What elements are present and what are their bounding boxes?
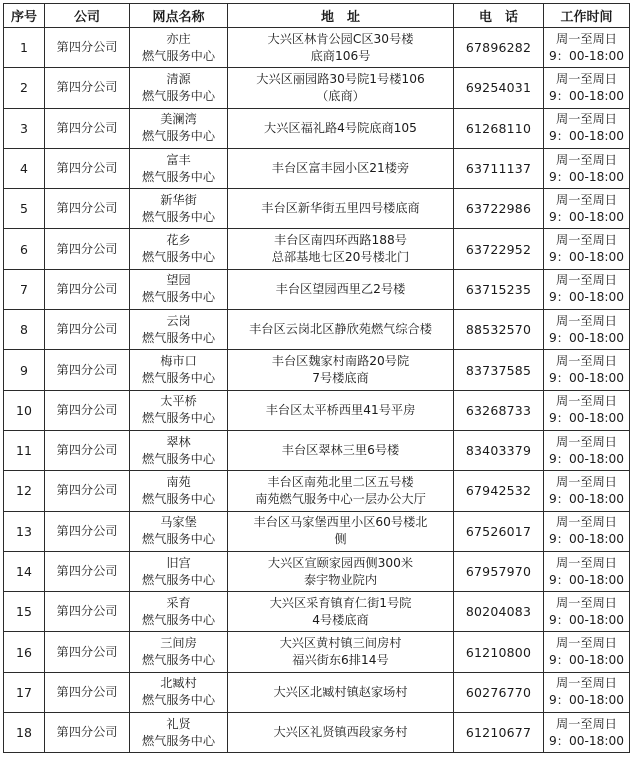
working-time-line: 9：00-18:00 [549, 169, 624, 184]
outlet-name-cell [130, 350, 228, 390]
address-cell [228, 108, 454, 148]
company-cell: 第四分公司 [45, 148, 130, 188]
address-line-1: 大兴区北臧村镇赵家场村 [273, 684, 408, 699]
outlet-name-cell [130, 632, 228, 672]
working-hours-cell [544, 68, 630, 108]
company-cell: 第四分公司 [45, 350, 130, 390]
working-days-line: 周一至周日 [556, 434, 617, 449]
working-time-line: 9：00-18:00 [549, 653, 624, 668]
index-cell: 12 [4, 471, 45, 511]
index-cell: 17 [4, 672, 45, 712]
phone-cell: 88532570 [454, 310, 544, 350]
address-line-1: 大兴区宣颐家园西侧300米 [267, 555, 414, 570]
header-address: 地 址 [228, 4, 454, 28]
outlet-name-line: 南苑 [166, 474, 191, 489]
working-hours-cell [544, 471, 630, 511]
company-cell: 第四分公司 [45, 68, 130, 108]
working-time-line: 9：00-18:00 [549, 451, 624, 466]
working-time-line: 9：00-18:00 [549, 250, 624, 265]
phone-cell: 63722952 [454, 229, 544, 269]
address-line-2: 泰宇物业院内 [303, 572, 378, 587]
phone-cell: 67526017 [454, 511, 544, 551]
outlet-type-line: 燃气服务中心 [141, 88, 216, 103]
outlet-type-line: 燃气服务中心 [141, 209, 216, 224]
outlet-name-cell [130, 68, 228, 108]
address-line-1: 大兴区林肯公园C区30号楼 [267, 31, 414, 46]
working-days-line: 周一至周日 [556, 192, 617, 207]
working-time-line: 9：00-18:00 [549, 572, 624, 587]
index-cell: 16 [4, 632, 45, 672]
company-cell: 第四分公司 [45, 269, 130, 309]
index-cell: 1 [4, 28, 45, 68]
phone-cell: 67957970 [454, 551, 544, 591]
working-hours-cell [544, 28, 630, 68]
outlet-type-line: 燃气服务中心 [141, 653, 216, 668]
company-cell: 第四分公司 [45, 471, 130, 511]
phone-cell: 67942532 [454, 471, 544, 511]
working-days-line: 周一至周日 [556, 716, 617, 731]
outlet-type-line: 燃气服务中心 [141, 129, 216, 144]
working-hours-cell [544, 713, 630, 753]
outlet-name-line: 梅市口 [160, 354, 197, 369]
address-cell [228, 229, 454, 269]
address-line-2: 7号楼底商 [312, 371, 369, 386]
header-phone: 电 话 [454, 4, 544, 28]
company-cell: 第四分公司 [45, 108, 130, 148]
outlet-type-line: 燃气服务中心 [141, 411, 216, 426]
address-cell [228, 390, 454, 430]
working-days-line: 周一至周日 [556, 31, 617, 46]
index-cell: 10 [4, 390, 45, 430]
working-days-line: 周一至周日 [556, 71, 617, 86]
table-row [4, 390, 630, 430]
outlet-name-line: 亦庄 [166, 31, 191, 46]
index-cell: 6 [4, 229, 45, 269]
working-hours-cell [544, 229, 630, 269]
table-row [4, 108, 630, 148]
working-hours-cell [544, 269, 630, 309]
phone-cell: 80204083 [454, 592, 544, 632]
phone-cell: 83403379 [454, 430, 544, 470]
address-cell [228, 148, 454, 188]
working-time-line: 9：00-18:00 [549, 88, 624, 103]
outlet-name-cell [130, 148, 228, 188]
outlet-name-cell [130, 713, 228, 753]
table-row [4, 148, 630, 188]
working-hours-cell [544, 148, 630, 188]
company-cell: 第四分公司 [45, 229, 130, 269]
index-cell: 9 [4, 350, 45, 390]
address-line-1: 大兴区黄村镇三间房村 [279, 636, 402, 651]
working-hours-cell [544, 632, 630, 672]
company-cell: 第四分公司 [45, 189, 130, 229]
working-time-line: 9：00-18:00 [549, 371, 624, 386]
working-days-line: 周一至周日 [556, 152, 617, 167]
address-line-1: 丰台区南四环西路188号 [274, 233, 407, 248]
outlet-name-line: 望园 [166, 273, 191, 288]
working-hours-cell [544, 310, 630, 350]
index-cell: 18 [4, 713, 45, 753]
phone-cell: 83737585 [454, 350, 544, 390]
address-line-1: 丰台区翠林三里6号楼 [281, 443, 400, 458]
outlet-name-line: 翠林 [166, 434, 191, 449]
table-row [4, 632, 630, 672]
address-cell [228, 68, 454, 108]
table-row [4, 511, 630, 551]
company-cell: 第四分公司 [45, 430, 130, 470]
header-index: 序号 [4, 4, 45, 28]
company-cell: 第四分公司 [45, 511, 130, 551]
outlet-type-line: 燃气服务中心 [141, 693, 216, 708]
working-days-line: 周一至周日 [556, 595, 617, 610]
outlet-name-line: 三间房 [160, 636, 197, 651]
address-line-1: 丰台区南苑北里二区五号楼 [267, 474, 414, 489]
table-row [4, 713, 630, 753]
address-line-2: 福兴街东6排14号 [292, 653, 389, 668]
address-line-2: 底商106号 [310, 48, 371, 63]
outlet-name-line: 太平桥 [160, 394, 197, 409]
address-cell [228, 350, 454, 390]
table-row [4, 672, 630, 712]
index-cell: 5 [4, 189, 45, 229]
outlet-name-line: 清源 [166, 71, 191, 86]
address-line-1: 丰台区望园西里乙2号楼 [275, 281, 406, 296]
address-line-1: 丰台区富丰园小区21楼旁 [271, 161, 410, 176]
address-line-2: 4号楼底商 [312, 612, 369, 627]
service-center-table [3, 3, 630, 753]
address-line-2: 南苑燃气服务中心一层办公大厅 [255, 491, 426, 506]
outlet-type-line: 燃气服务中心 [141, 532, 216, 547]
outlet-type-line: 燃气服务中心 [141, 330, 216, 345]
working-days-line: 周一至周日 [556, 676, 617, 691]
phone-cell: 67896282 [454, 28, 544, 68]
index-cell: 4 [4, 148, 45, 188]
outlet-type-line: 燃气服务中心 [141, 371, 216, 386]
address-line-1: 丰台区魏家村南路20号院 [271, 354, 410, 369]
phone-cell: 60276770 [454, 672, 544, 712]
address-cell [228, 189, 454, 229]
outlet-type-line: 燃气服务中心 [141, 572, 216, 587]
phone-cell: 61210800 [454, 632, 544, 672]
working-hours-cell [544, 350, 630, 390]
address-line-1: 丰台区马家堡西里小区60号楼北 [253, 515, 428, 530]
working-time-line: 9：00-18:00 [549, 491, 624, 506]
phone-cell: 69254031 [454, 68, 544, 108]
address-cell [228, 269, 454, 309]
working-time-line: 9：00-18:00 [549, 330, 624, 345]
outlet-name-line: 富丰 [166, 152, 191, 167]
table-header [4, 4, 630, 28]
outlet-name-line: 旧宫 [166, 555, 191, 570]
working-days-line: 周一至周日 [556, 636, 617, 651]
outlet-name-cell [130, 28, 228, 68]
address-line-1: 大兴区采育镇育仁街1号院 [269, 595, 412, 610]
address-line-1: 丰台区新华街五里四号楼底商 [261, 201, 420, 216]
outlet-name-line: 美澜湾 [160, 112, 197, 127]
outlet-type-line: 燃气服务中心 [141, 733, 216, 748]
phone-cell: 61210677 [454, 713, 544, 753]
outlet-name-line: 北臧村 [160, 676, 197, 691]
index-cell: 7 [4, 269, 45, 309]
phone-cell: 63722986 [454, 189, 544, 229]
outlet-name-line: 马家堡 [160, 515, 197, 530]
phone-cell: 61268110 [454, 108, 544, 148]
table-row [4, 269, 630, 309]
table-row [4, 28, 630, 68]
outlet-name-line: 云岗 [166, 313, 191, 328]
address-cell [228, 592, 454, 632]
outlet-name-cell [130, 511, 228, 551]
outlet-name-line: 采育 [166, 595, 191, 610]
table-row [4, 68, 630, 108]
phone-cell: 63715235 [454, 269, 544, 309]
company-cell: 第四分公司 [45, 592, 130, 632]
working-time-line: 9：00-18:00 [549, 612, 624, 627]
working-hours-cell [544, 189, 630, 229]
phone-cell: 63268733 [454, 390, 544, 430]
table-row [4, 350, 630, 390]
index-cell: 14 [4, 551, 45, 591]
outlet-type-line: 燃气服务中心 [141, 612, 216, 627]
outlet-name-cell [130, 269, 228, 309]
outlet-name-cell [130, 592, 228, 632]
working-time-line: 9：00-18:00 [549, 48, 624, 63]
address-cell [228, 430, 454, 470]
working-hours-cell [544, 430, 630, 470]
address-line-2: 侧 [334, 532, 347, 547]
table-row [4, 189, 630, 229]
outlet-name-cell [130, 551, 228, 591]
working-hours-cell [544, 108, 630, 148]
outlet-type-line: 燃气服务中心 [141, 169, 216, 184]
header-outlet-name: 网点名称 [130, 4, 228, 28]
address-line-1: 丰台区云岗北区静欣苑燃气综合楼 [249, 322, 432, 337]
working-days-line: 周一至周日 [556, 233, 617, 248]
working-days-line: 周一至周日 [556, 112, 617, 127]
outlet-name-cell [130, 310, 228, 350]
outlet-name-cell [130, 229, 228, 269]
working-time-line: 9：00-18:00 [549, 693, 624, 708]
working-days-line: 周一至周日 [556, 515, 617, 530]
company-cell: 第四分公司 [45, 310, 130, 350]
address-cell [228, 551, 454, 591]
outlet-name-cell [130, 189, 228, 229]
working-time-line: 9：00-18:00 [549, 411, 624, 426]
outlet-name-line: 新华街 [160, 192, 197, 207]
working-days-line: 周一至周日 [556, 555, 617, 570]
outlet-type-line: 燃气服务中心 [141, 451, 216, 466]
index-cell: 11 [4, 430, 45, 470]
outlet-name-cell [130, 672, 228, 712]
company-cell: 第四分公司 [45, 713, 130, 753]
working-hours-cell [544, 592, 630, 632]
working-hours-cell [544, 551, 630, 591]
working-time-line: 9：00-18:00 [549, 129, 624, 144]
index-cell: 13 [4, 511, 45, 551]
working-hours-cell [544, 672, 630, 712]
working-hours-cell [544, 511, 630, 551]
table-row [4, 229, 630, 269]
outlet-name-cell [130, 471, 228, 511]
working-days-line: 周一至周日 [556, 394, 617, 409]
header-company: 公司 [45, 4, 130, 28]
company-cell: 第四分公司 [45, 390, 130, 430]
address-cell [228, 713, 454, 753]
working-hours-cell [544, 390, 630, 430]
outlet-type-line: 燃气服务中心 [141, 48, 216, 63]
working-days-line: 周一至周日 [556, 273, 617, 288]
address-line-1: 大兴区福礼路4号院底商105 [264, 120, 417, 135]
address-cell [228, 632, 454, 672]
outlet-type-line: 燃气服务中心 [141, 290, 216, 305]
address-line-1: 大兴区礼贤镇西段家务村 [273, 725, 408, 740]
address-line-1: 丰台区太平桥西里41号平房 [265, 402, 416, 417]
table-row [4, 430, 630, 470]
index-cell: 2 [4, 68, 45, 108]
address-line-1: 大兴区丽园路30号院1号楼106 [256, 71, 425, 86]
outlet-name-cell [130, 430, 228, 470]
address-line-2: 总部基地七区20号楼北门 [271, 250, 410, 265]
table-row [4, 471, 630, 511]
outlet-name-cell [130, 108, 228, 148]
table-row [4, 551, 630, 591]
address-cell [228, 471, 454, 511]
outlet-type-line: 燃气服务中心 [141, 491, 216, 506]
header-row [4, 4, 630, 28]
working-days-line: 周一至周日 [556, 474, 617, 489]
header-working-hours: 工作时间 [544, 4, 630, 28]
index-cell: 3 [4, 108, 45, 148]
outlet-type-line: 燃气服务中心 [141, 250, 216, 265]
table-row [4, 310, 630, 350]
outlet-name-cell [130, 390, 228, 430]
address-cell [228, 28, 454, 68]
company-cell: 第四分公司 [45, 551, 130, 591]
working-days-line: 周一至周日 [556, 354, 617, 369]
address-cell [228, 310, 454, 350]
working-time-line: 9：00-18:00 [549, 733, 624, 748]
address-cell [228, 511, 454, 551]
company-cell: 第四分公司 [45, 672, 130, 712]
address-cell [228, 672, 454, 712]
phone-cell: 63711137 [454, 148, 544, 188]
outlet-name-line: 花乡 [166, 233, 191, 248]
company-cell: 第四分公司 [45, 28, 130, 68]
index-cell: 8 [4, 310, 45, 350]
working-time-line: 9：00-18:00 [549, 209, 624, 224]
working-days-line: 周一至周日 [556, 313, 617, 328]
working-time-line: 9：00-18:00 [549, 532, 624, 547]
table-body [4, 28, 630, 753]
working-time-line: 9：00-18:00 [549, 290, 624, 305]
index-cell: 15 [4, 592, 45, 632]
company-cell: 第四分公司 [45, 632, 130, 672]
table-row [4, 592, 630, 632]
outlet-name-line: 礼贤 [166, 716, 191, 731]
address-line-2: （底商） [316, 88, 365, 103]
